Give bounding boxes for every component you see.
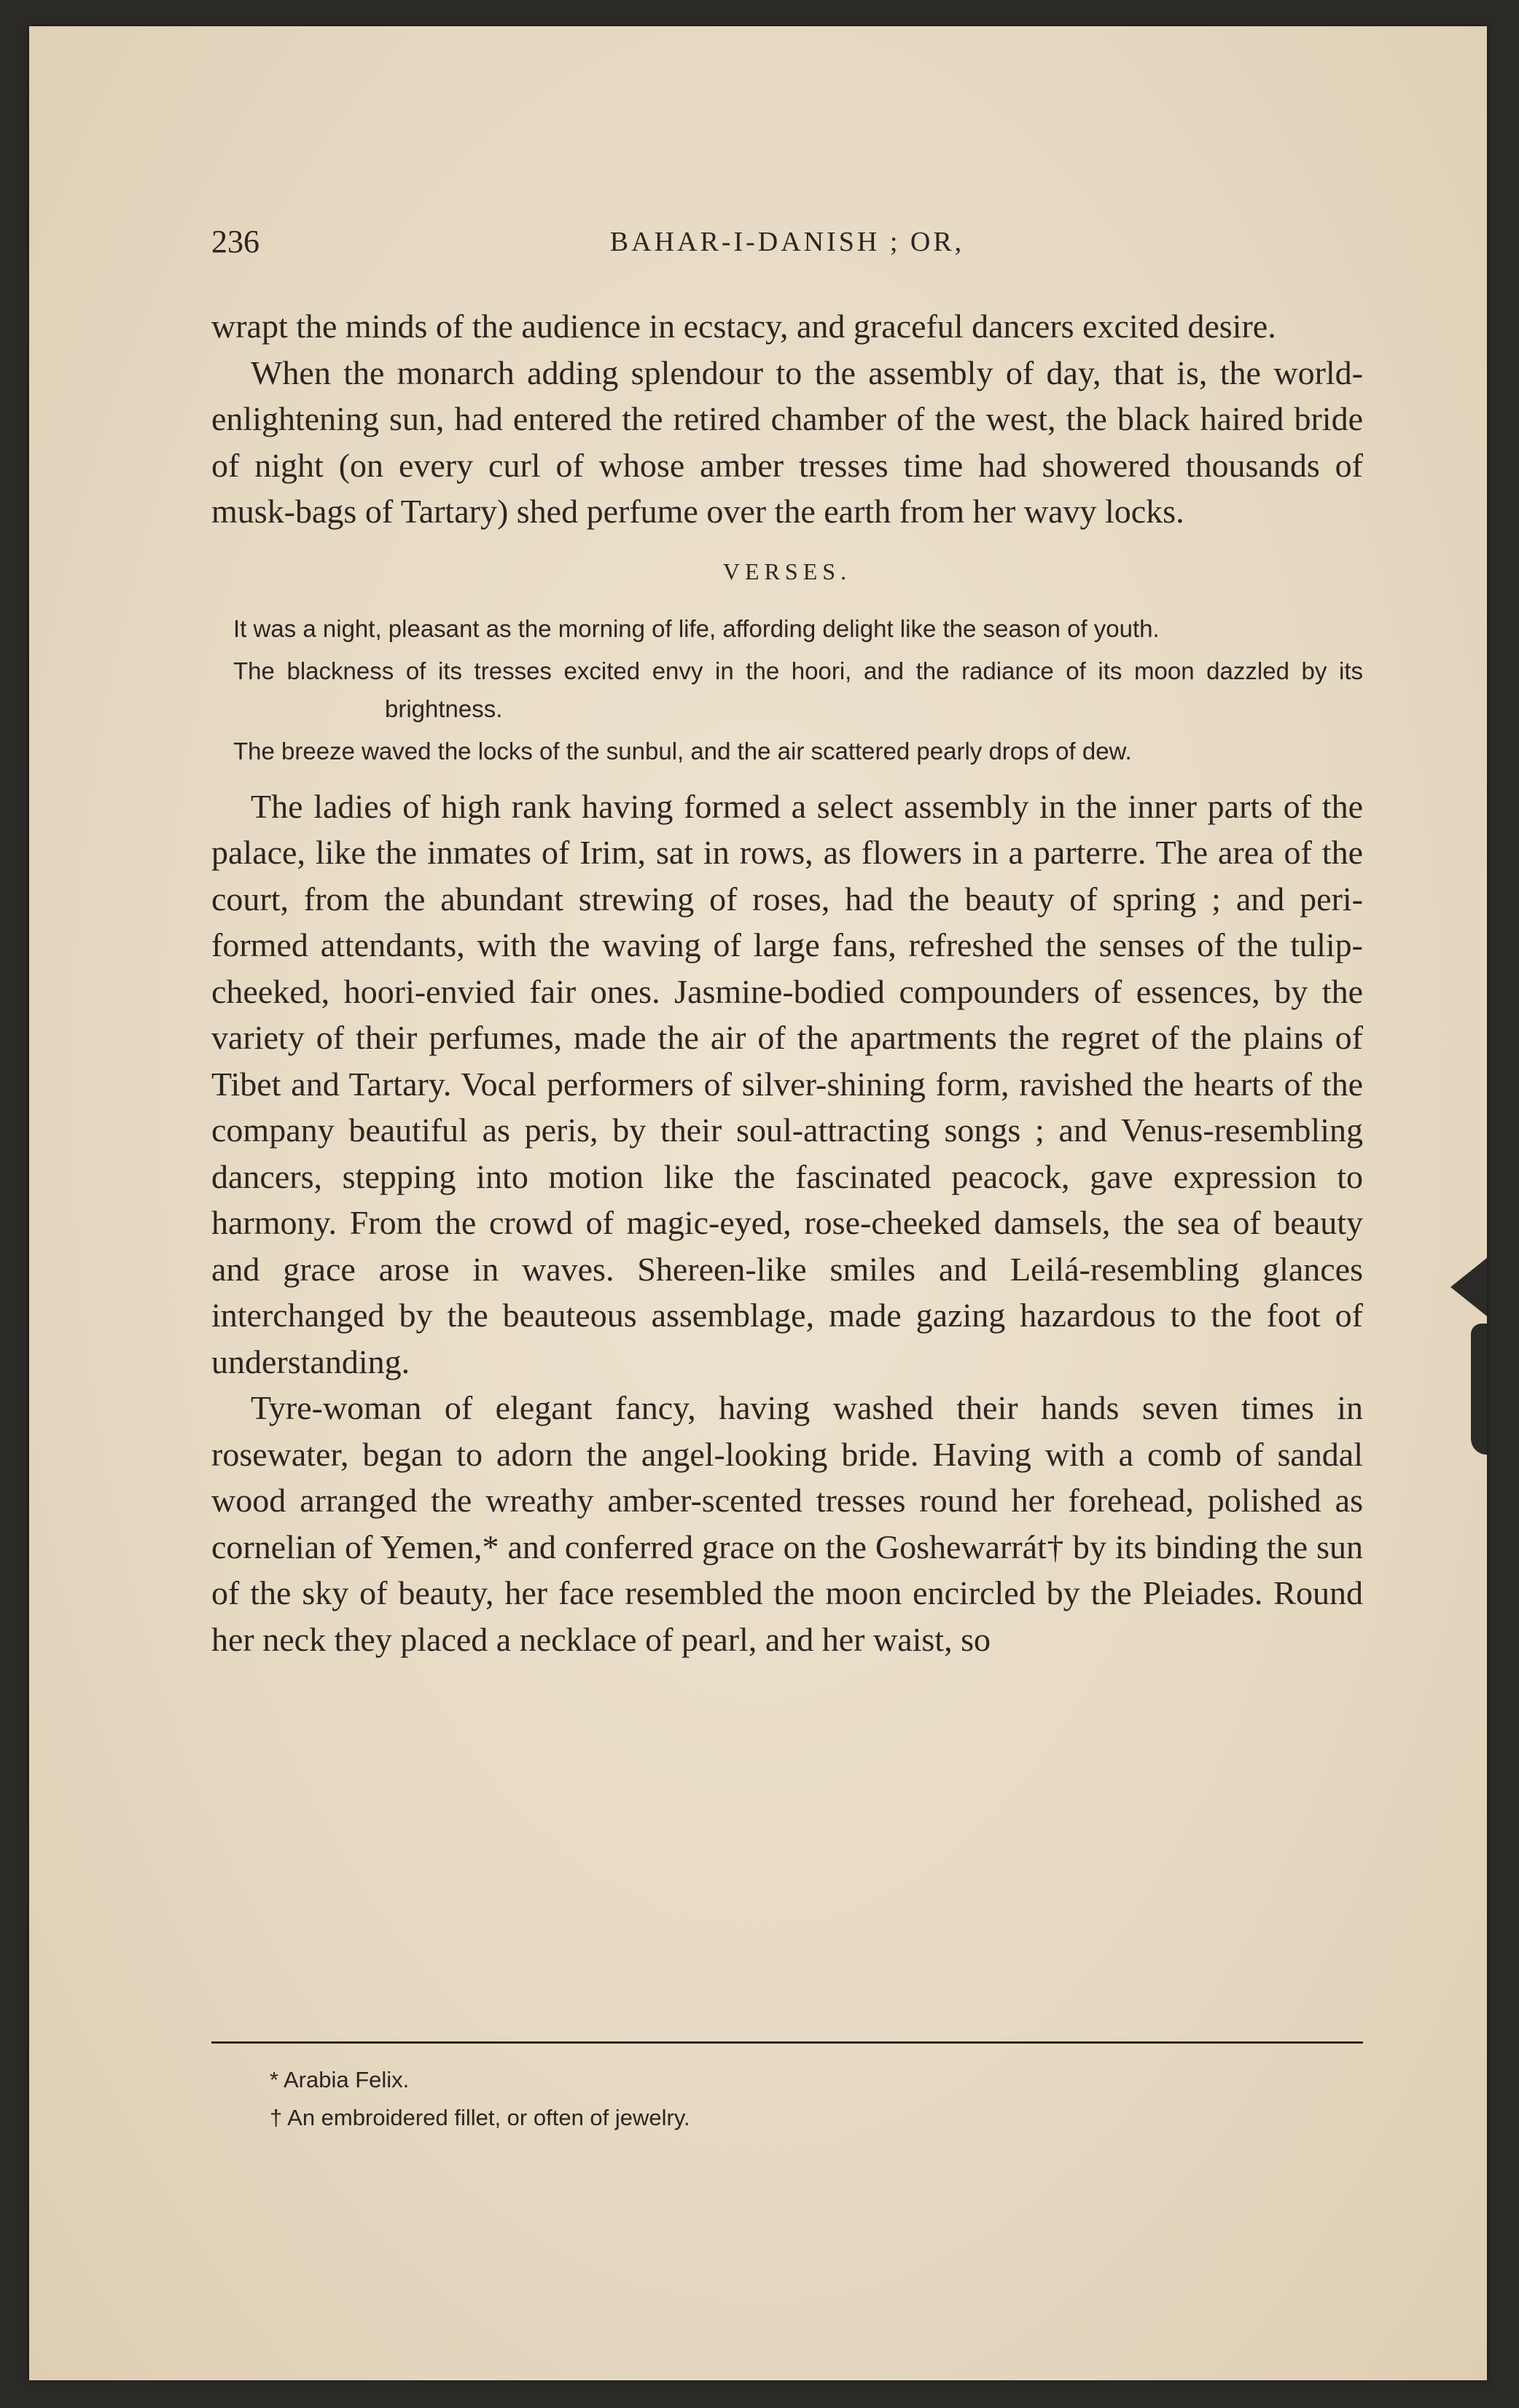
book-page [29,26,1487,2380]
running-head: BAHAR-I-DANISH ; OR, [609,227,965,257]
verses-heading: VERSES. [722,558,852,585]
paragraph: The ladies of high rank having formed a select assembly in the inner parts of the palace, like the inmates of Irim, sat in rows, as flowers in a parterre. The area of the court, from the abundant strewing of roses, had the beauty of spring ; and peri-formed attendants, with the waving of large fans, refreshed the senses of the tulip-cheeked, hoori-envied fair ones. Jasmine-bodied compounders of essences, by the variety of their perfumes, made the air of the apartments the regret of the plains of Tibet and Tartary. Vocal performers of silver-shining form, ravished the hearts of the company beautiful as peris, by their soul-attracting songs ; and Venus-resembling dancers, stepping into motion like the fascinated peacock, gave expression to harmony. From the crowd of magic-eyed, rose-cheeked damsels, the sea of beauty and grace arose in waves. Shereen-like smiles and Leilá-resembling glances interchanged by the beauteous assemblage, made gazing hazardous to the foot of understanding. [211,787,1363,1380]
verse-line: The breeze waved the locks of the sunbul, and the air scattered pearly drops of dew. [233,737,1132,765]
page-number: 236 [211,224,259,259]
paragraph: wrapt the minds of the audience in ecstacy, and graceful dancers excited desire. [211,308,1276,345]
body-text [211,303,1363,1662]
page-header [211,223,1363,267]
footnotes [270,2061,1290,2137]
paragraph: When the monarch adding splendour to the assembly of day, that is, the world-enlightening sun, had entered the retired chamber of the west, the black haired bride of night (on every curl of whose amber tresses time had showered thousands of musk-bags of Tartary) shed perfume over the earth from her wavy locks. [211,353,1363,530]
torn-edge [1450,1258,1487,1316]
footnote: † An embroidered fillet, or often of jewelry. [270,2105,690,2130]
footnote-rule [211,2041,1363,2044]
torn-edge-lower [1471,1324,1487,1455]
verses-block [233,610,1363,770]
verse-line: The blackness of its tresses excited envy in the hoori, and the radiance of its moon dazzled by its brightness. [233,657,1363,722]
footnote: * Arabia Felix. [270,2067,410,2092]
paragraph: Tyre-woman of elegant fancy, having washed their hands seven times in rosewater, began to adorn the angel-looking bride. Having with a comb of sandal wood arranged the wreathy amber-scented tresses round her forehead, polished as cornelian of Yemen,* and conferred grace on the Goshewarrát† by its binding the sun of the sky of beauty, her face resembled the moon encircled by the Pleiades. Round her neck they placed a necklace of pearl, and her waist, so [211,1389,1363,1658]
verse-line: It was a night, pleasant as the morning of life, affording delight like the season of youth. [233,614,1160,642]
